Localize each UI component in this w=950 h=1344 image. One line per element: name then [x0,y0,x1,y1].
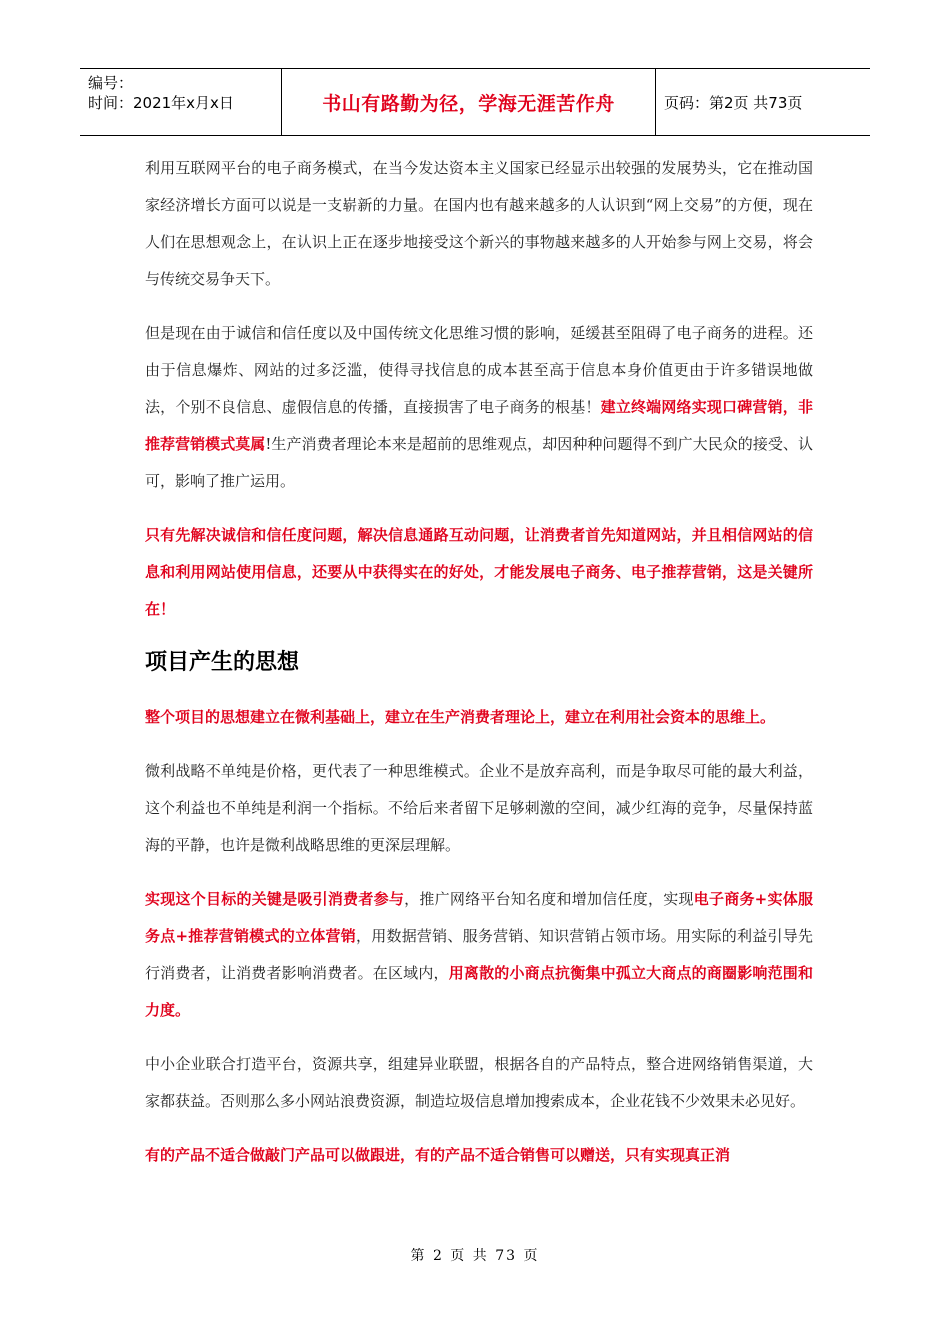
paragraph-7: 中小企业联合打造平台，资源共享，组建异业联盟，根据各自的产品特点，整合进网络销售渠道，大家都获益。否则那么多小网站浪费资源，制造垃圾信息增加搜索成本，企业花钱不少效果未必见好。 [145,1055,813,1110]
paragraph-6 [145,881,813,1029]
document-number-label: 编号： [88,74,134,92]
paragraph-6-highlight-1: 实现这个目标的关键是吸引消费者参与 [145,890,405,908]
paragraph-8-highlight: 有的产品不适合做敲门产品可以做跟进，有的产品不适合销售可以赠送，只有实现真正消 [145,1146,731,1164]
paragraph-2-highlight: 建立终端网络实现口碑营销，非推荐营销模式莫属 [145,398,813,453]
paragraph-2 [145,315,813,500]
header-motto: 书山有路勤为径，学海无涯苦作舟 [282,69,656,135]
paragraph-6-text-a: ，推广网络平台知名度和增加信任度，实现 [404,890,694,908]
paragraph-2-text-b: !生产消费者理论本来是超前的思维观点，却因种种问题得不到广大民众的接受、认可，影响了推广运用。 [145,435,813,490]
document-body [145,150,813,1191]
paragraph-5: 微利战略不单纯是价格，更代表了一种思维模式。企业不是放弃高利，而是争取尽可能的最大利益，这个利益也不单纯是利润一个指标。不给后来者留下足够刺激的空间，减少红海的竞争，尽量保持蓝海的平静，也许是微利战略思维的更深层理解。 [145,762,813,854]
paragraph-6-text-b: ，用数据营销、服务营销、知识营销占领市场。用实际的利益引导先行消费者，让消费者影响消费者。在区域内， [145,927,813,982]
paragraph-4-highlight: 整个项目的思想建立在微利基础上，建立在生产消费者理论上，建立在利用社会资本的思维上。 [145,708,776,726]
page-footer: 第 2 页 共 73 页 [410,1248,540,1264]
paragraph-3-highlight: 只有先解决诚信和信任度问题，解决信息通路互动问题，让消费者首先知道网站，并且相信网站的信息和利用网站使用信息，还要从中获得实在的好处，才能发展电子商务、电子推荐营销，这是关键所在！ [145,526,813,618]
section-heading: 项目产生的思想 [145,650,300,675]
paragraph-2-text-a: 但是现在由于诚信和信任度以及中国传统文化思维习惯的影响，延缓甚至阻碍了电子商务的进程。还由于信息爆炸、网站的过多泛滥，使得寻找信息的成本甚至高于信息本身价值更由于许多错误地做法，个别不良信息、虚假信息的传播，直接损害了电子商务的根基！ [145,324,813,416]
header-meta [80,69,282,135]
paragraph-1: 利用互联网平台的电子商务模式，在当今发达资本主义国家已经显示出较强的发展势头，它在推动国家经济增长方面可以说是一支崭新的力量。在国内也有越来越多的人认识到“网上交易”的方便，现在人们在思想观念上，在认识上正在逐步地接受这个新兴的事物越来越多的人开始参与网上交易，将会与传统交易争天下。 [145,159,813,288]
paragraph-6-highlight-3: 用离散的小商点抗衡集中孤立大商点的商圈影响范围和力度。 [145,964,813,1019]
header-page-info: 页码：第2页 共73页 [664,93,803,112]
document-time-label: 时间：2021年x月x日 [88,94,234,112]
paragraph-6-highlight-2: 电子商务+实体服务点+推荐营销模式的立体营销 [145,890,813,945]
page-header [80,68,870,136]
